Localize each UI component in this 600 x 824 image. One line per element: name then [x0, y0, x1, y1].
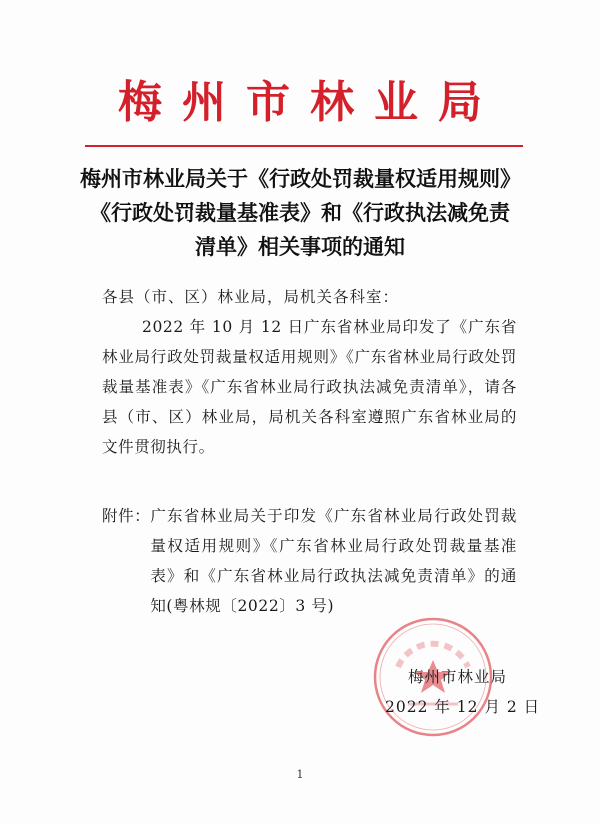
attachment-text: 广东省林业局关于印发《广东省林业局行政处罚裁量权适用规则》《广东省林业局行政处罚裁量基准表》和《广东省林业局行政执法减免责清单》的通知(粤林规〔2022〕3 号) [150, 507, 517, 615]
page-number: 1 [296, 768, 304, 781]
body-paragraph: 2022 年 10 月 12 日广东省林业局印发了《广东省林业局行政处罚裁量权适用规则》《广东省林业局行政处罚裁量基准表》《广东省林业局行政执法减免责清单》，请各县（市、区）林业局，局机关各科室遵照广东省林业局的文件贯彻执行。 [102, 318, 517, 456]
signing-date: 2022 年 12 月 2 日 [385, 698, 541, 716]
salutation: 各县（市、区）林业局，局机关各科室： [102, 288, 400, 306]
attachment-note [102, 501, 517, 621]
title-line-1: 梅州市林业局关于《行政处罚裁量权适用规则》 [80, 167, 521, 191]
letterhead-divider [85, 145, 523, 147]
document-title [80, 162, 520, 264]
attachment-label: 附件： [102, 507, 151, 525]
title-line-2: 《行政处罚裁量基准表》和《行政执法减免责 [90, 201, 510, 225]
letterhead-org-name: 梅州市林业局 [118, 77, 502, 128]
title-line-3: 清单》相关事项的通知 [195, 235, 405, 259]
signing-organization: 梅州市林业局 [408, 668, 508, 686]
